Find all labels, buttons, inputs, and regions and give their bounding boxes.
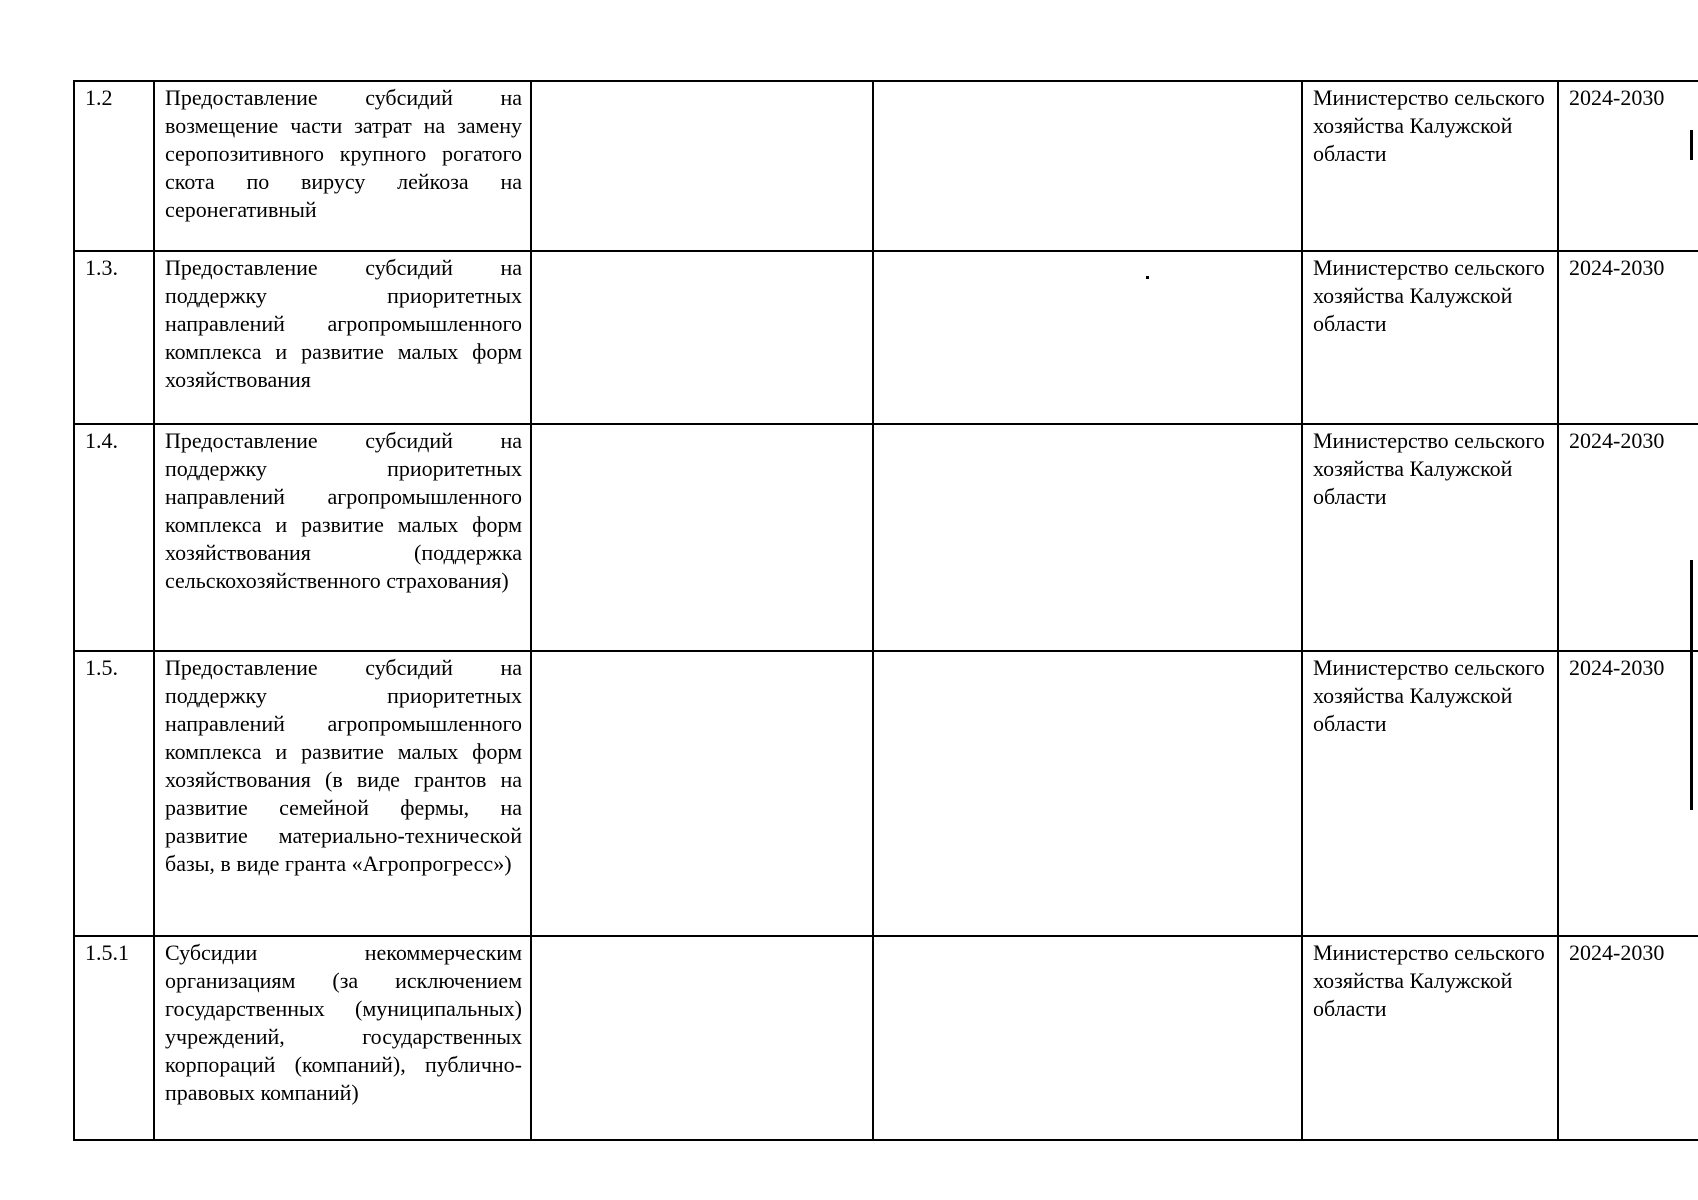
responsible-executor: Министерство сельского хозяйства Калужской области [1302, 424, 1558, 651]
implementation-period: 2024-2030 [1558, 936, 1698, 1140]
scan-artifact-line [1690, 560, 1693, 810]
empty-cell [873, 424, 1302, 651]
responsible-executor: Министерство сельского хозяйства Калужской области [1302, 651, 1558, 936]
row-number: 1.4. [74, 424, 154, 651]
empty-cell [531, 651, 873, 936]
implementation-period: 2024-2030 [1558, 651, 1698, 936]
table-row [74, 251, 1698, 424]
measure-description: Субсидии некоммерческим организациям (за исключением государственных (муниципальных) учреждений, государственных корпораций (компаний), публично-правовых компаний) [154, 936, 531, 1140]
empty-cell [531, 251, 873, 424]
empty-cell [531, 936, 873, 1140]
measure-description: Предоставление субсидий на поддержку приоритетных направлений агропромышленного комплекса и развитие малых форм хозяйствования [154, 251, 531, 424]
implementation-period: 2024-2030 [1558, 81, 1698, 251]
responsible-executor: Министерство сельского хозяйства Калужской области [1302, 81, 1558, 251]
measure-description: Предоставление субсидий на поддержку приоритетных направлений агропромышленного комплекса и развитие малых форм хозяйствования (поддержка сельскохозяйственного страхования) [154, 424, 531, 651]
empty-cell [873, 251, 1302, 424]
scan-artifact-dot [1146, 276, 1149, 279]
measures-table [73, 80, 1698, 1141]
row-number: 1.3. [74, 251, 154, 424]
implementation-period: 2024-2030 [1558, 251, 1698, 424]
empty-cell [531, 424, 873, 651]
row-number: 1.5. [74, 651, 154, 936]
empty-cell [873, 936, 1302, 1140]
responsible-executor: Министерство сельского хозяйства Калужской области [1302, 936, 1558, 1140]
table-row [74, 936, 1698, 1140]
table-row [74, 81, 1698, 251]
empty-cell [531, 81, 873, 251]
measure-description: Предоставление субсидий на возмещение части затрат на замену серопозитивного крупного рогатого скота по вирусу лейкоза на серонегативный [154, 81, 531, 251]
scan-artifact-line [1690, 130, 1693, 160]
measure-description: Предоставление субсидий на поддержку приоритетных направлений агропромышленного комплекса и развитие малых форм хозяйствования (в виде грантов на развитие семейной фермы, на развитие материально-технической базы, в виде гранта «Агропрогресс») [154, 651, 531, 936]
table-row [74, 424, 1698, 651]
row-number: 1.5.1 [74, 936, 154, 1140]
implementation-period: 2024-2030 [1558, 424, 1698, 651]
row-number: 1.2 [74, 81, 154, 251]
empty-cell [873, 81, 1302, 251]
table-row [74, 651, 1698, 936]
responsible-executor: Министерство сельского хозяйства Калужской области [1302, 251, 1558, 424]
empty-cell [873, 651, 1302, 936]
